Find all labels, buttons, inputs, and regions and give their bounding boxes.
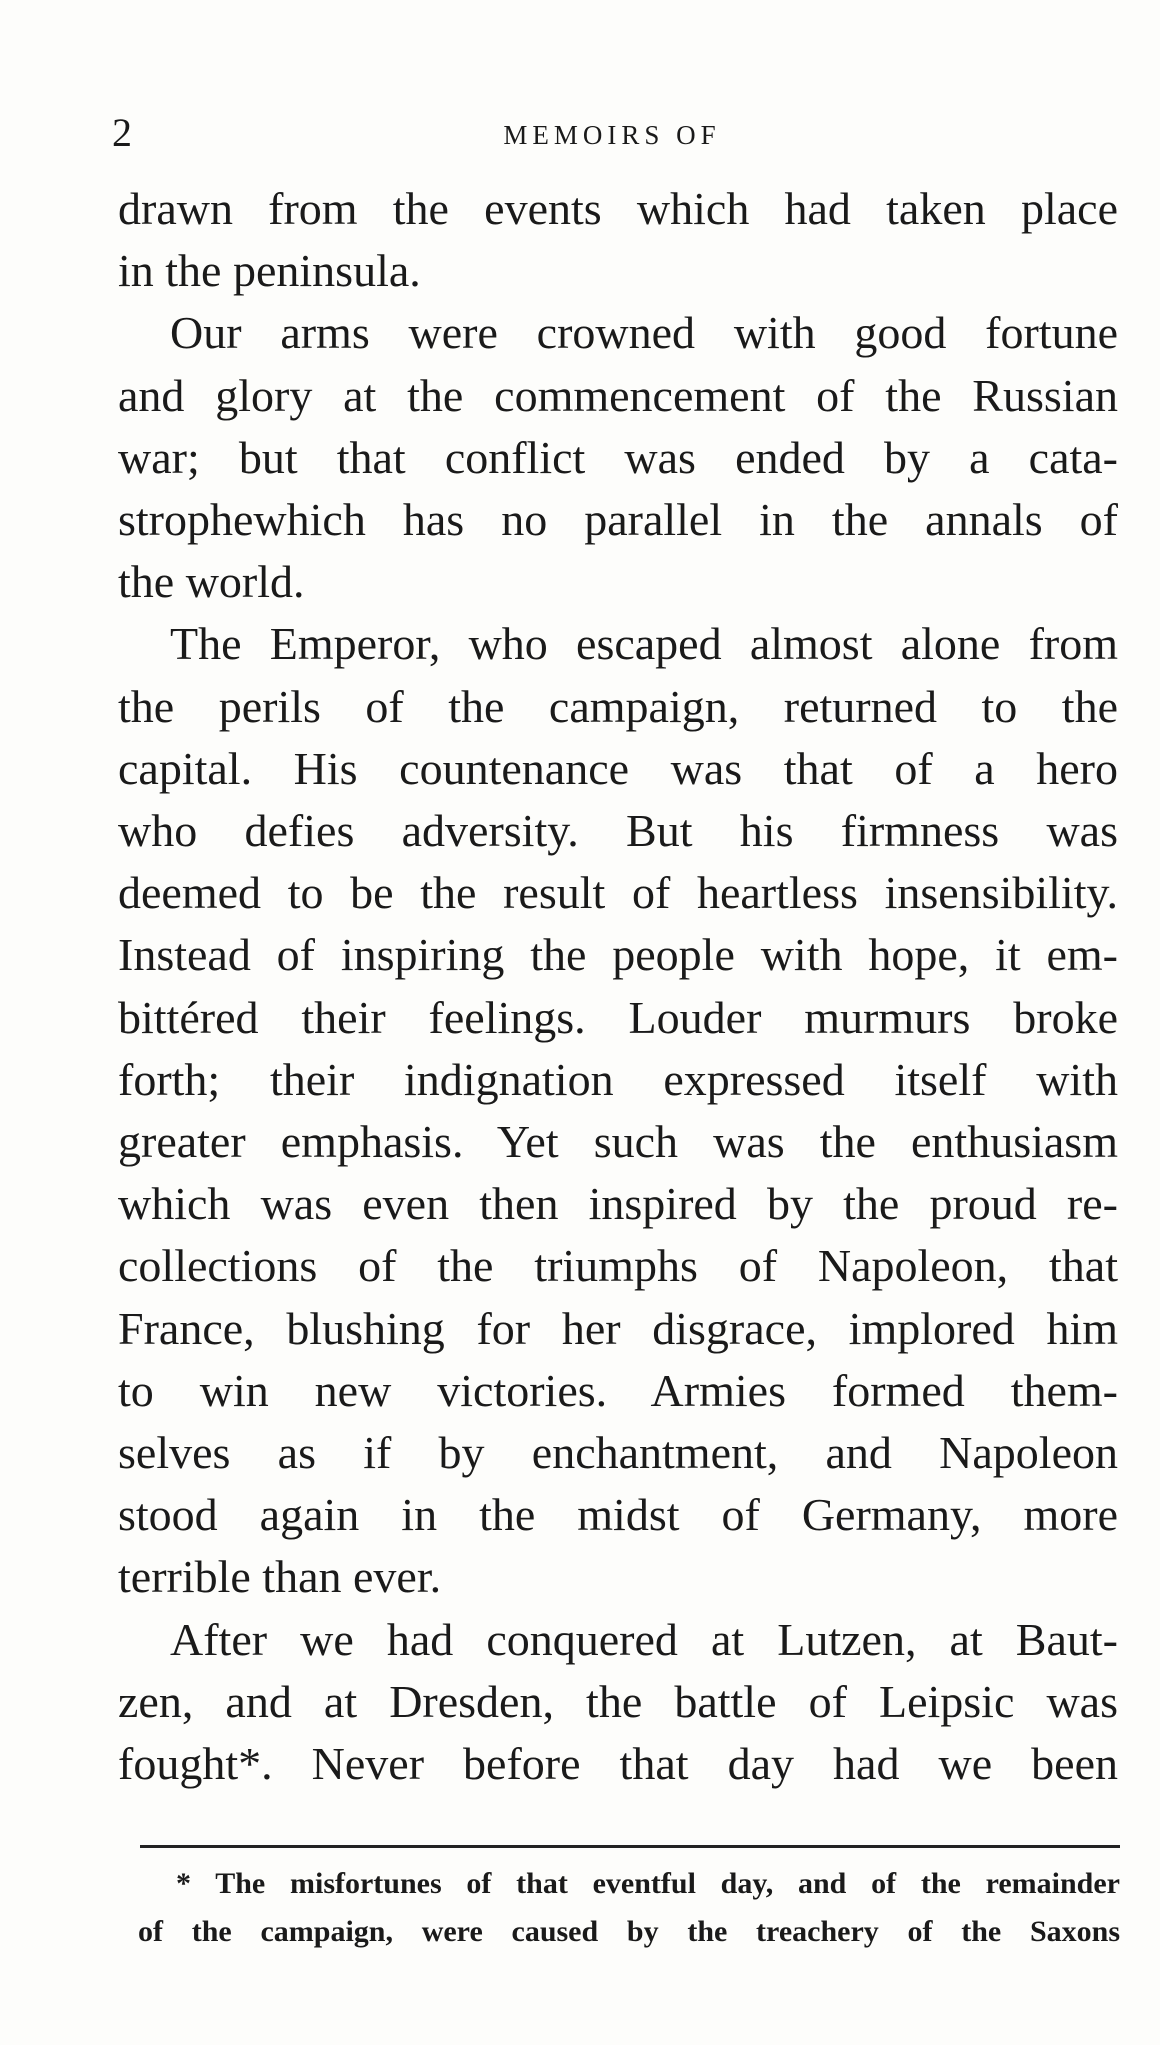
text-line: drawn from the events which had taken place: [118, 183, 1118, 234]
text-line: who defies adversity. But his firmness was: [118, 805, 1118, 857]
text-line: the world.: [118, 556, 305, 608]
text-line: Instead of inspiring the people with hope, it em-: [118, 929, 1118, 981]
text-line: bittéred their feelings. Louder murmurs broke: [118, 991, 1118, 1043]
body-text: [118, 178, 1118, 1795]
page-header: [112, 108, 1112, 158]
text-line: stood again in the midst of Germany, more: [118, 1489, 1118, 1541]
running-title: MEMOIRS OF: [503, 120, 721, 150]
text-line: Our arms were crowned with good fortune: [170, 307, 1118, 359]
page-number: 2: [112, 110, 132, 155]
text-line: terrible than ever.: [118, 1551, 442, 1603]
text-line: zen, and at Dresden, the battle of Leipsic was: [118, 1675, 1118, 1727]
footnote-divider: [140, 1845, 1120, 1848]
text-line: which was even then inspired by the proud re-: [118, 1178, 1118, 1230]
text-line: in the peninsula.: [118, 245, 421, 297]
text-line: and glory at the commencement of the Russian: [118, 369, 1118, 421]
text-line: deemed to be the result of heartless insensibility.: [118, 867, 1118, 919]
text-line: France, blushing for her disgrace, implored him: [118, 1302, 1118, 1354]
text-line: The Emperor, who escaped almost alone from: [170, 618, 1118, 670]
text-line: collections of the triumphs of Napoleon, that: [118, 1240, 1118, 1292]
text-line: to win new victories. Armies formed them-: [118, 1364, 1118, 1416]
text-line: the perils of the campaign, returned to the: [118, 680, 1118, 732]
footnote-line: of the campaign, were caused by the treachery of the Saxons: [138, 1915, 1120, 1948]
text-line: capital. His countenance was that of a hero: [118, 742, 1118, 794]
text-line: selves as if by enchantment, and Napoleon: [118, 1427, 1118, 1479]
text-line: forth; their indignation expressed itself with: [118, 1053, 1118, 1105]
text-line: fought*. Never before that day had we been: [118, 1738, 1118, 1790]
text-line: war; but that conflict was ended by a cata-: [118, 431, 1118, 483]
text-line: After we had conquered at Lutzen, at Baut-: [170, 1613, 1118, 1665]
footnote-line: * The misfortunes of that eventful day, and of the remainder: [176, 1867, 1120, 1900]
footnote: [138, 1860, 1120, 1956]
text-line: strophewhich has no parallel in the annals of: [118, 494, 1118, 546]
text-line: greater emphasis. Yet such was the enthusiasm: [118, 1116, 1118, 1168]
